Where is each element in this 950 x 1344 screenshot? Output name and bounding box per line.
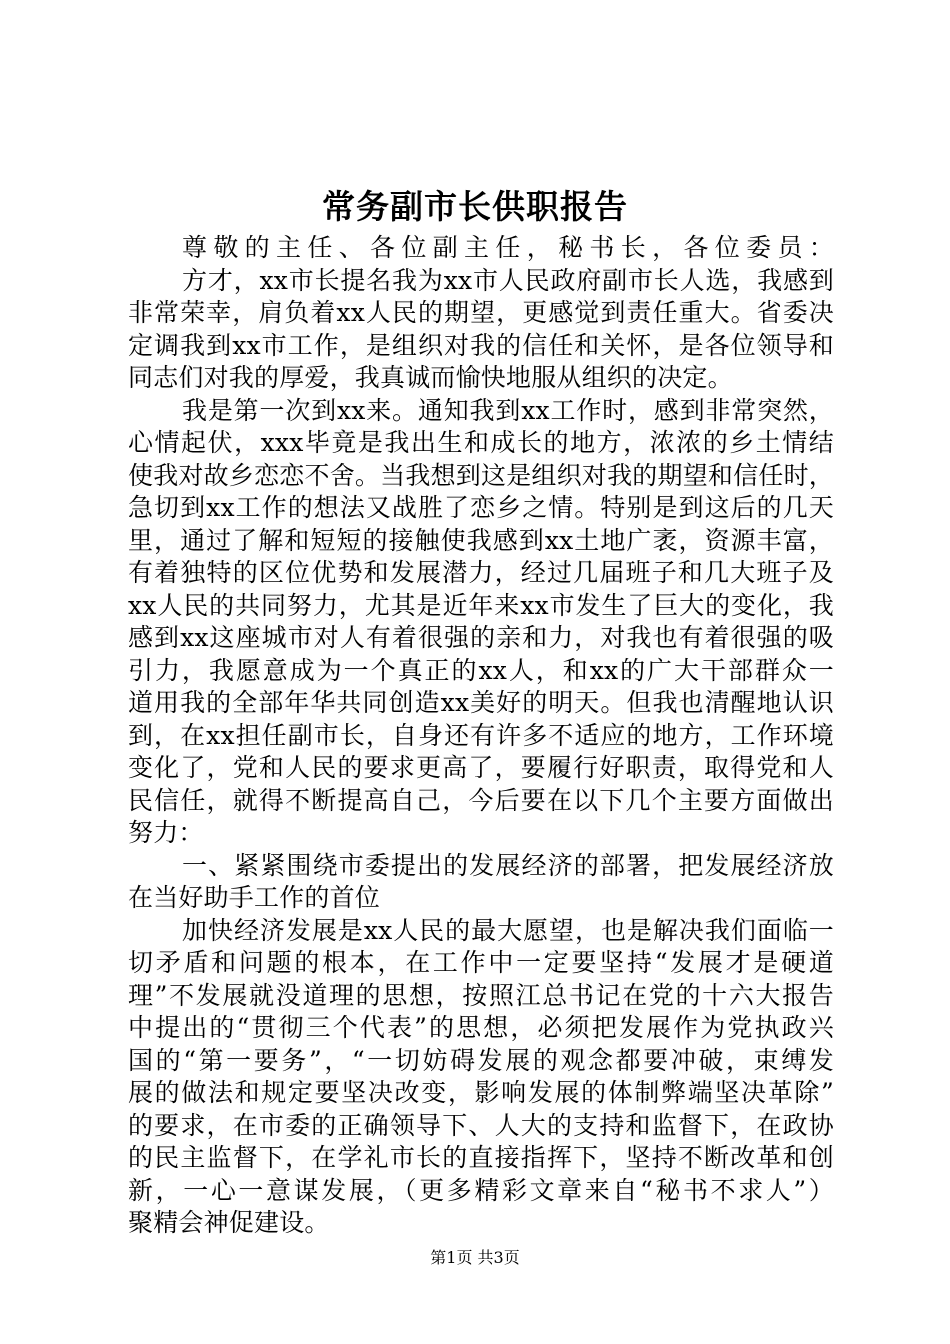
- text-line: 里，通过了解和短短的接触使我感到xx土地广袤，资源丰富，: [128, 525, 834, 555]
- text-line: 切矛盾和问题的根本，在工作中一定要坚持“发展才是硬道: [128, 948, 834, 977]
- document-title: 常务副市长供职报告: [322, 187, 628, 226]
- text-line: 尊敬的主任、各位副主任，秘书长，各位委员：: [182, 233, 834, 262]
- text-line: 感到xx这座城市对人有着很强的亲和力，对我也有着很强的吸: [128, 623, 834, 652]
- text-line: 民信任，就得不断提高自己，今后要在以下几个主要方面做出: [128, 785, 834, 815]
- text-line: 理”不发展就没道理的思想，按照江总书记在党的十六大报告: [128, 980, 834, 1010]
- text-line: 我是第一次到xx来。通知我到xx工作时，感到非常突然，: [182, 395, 834, 425]
- page-number: 第1页 共3页: [430, 1248, 520, 1267]
- text-line: 聚精会神促建设。: [128, 1208, 330, 1237]
- document-body: [128, 232, 834, 1240]
- text-line: 在当好助手工作的首位: [128, 883, 381, 912]
- text-line: xx人民的共同努力，尤其是近年来xx市发生了巨大的变化，我: [128, 590, 834, 620]
- text-line: 方才，xx市长提名我为xx市人民政府副市长人选，我感到: [182, 265, 834, 295]
- text-line: 急切到xx工作的想法又战胜了恋乡之情。特别是到这后的几天: [128, 493, 834, 522]
- text-line: 展的做法和规定要坚决改变，影响发展的体制弊端坚决革除”: [128, 1078, 834, 1107]
- text-line: 定调我到xx市工作，是组织对我的信任和关怀，是各位领导和: [128, 330, 834, 360]
- text-line: 国的“第一要务”，“一切妨碍发展的观念都要冲破，束缚发: [128, 1045, 834, 1075]
- text-line: 一、紧紧围绕市委提出的发展经济的部署，把发展经济放: [182, 850, 834, 880]
- text-line: 加快经济发展是xx人民的最大愿望，也是解决我们面临一: [182, 915, 834, 945]
- text-line: 变化了，党和人民的要求更高了，要履行好职责，取得党和人: [128, 753, 834, 782]
- text-line: 心情起伏，xxx毕竟是我出生和成长的地方，浓浓的乡土情结: [128, 428, 834, 457]
- text-line: 非常荣幸，肩负着xx人民的期望，更感觉到责任重大。省委决: [128, 298, 834, 327]
- text-line: 引力，我愿意成为一个真正的xx人，和xx的广大干部群众一: [128, 655, 834, 685]
- text-line: 道用我的全部年华共同创造xx美好的明天。但我也清醒地认识: [128, 688, 834, 717]
- text-line: 有着独特的区位优势和发展潜力，经过几届班子和几大班子及: [128, 558, 834, 587]
- text-line: 的要求，在市委的正确领导下、人大的支持和监督下，在政协: [128, 1110, 834, 1140]
- text-line: 使我对故乡恋恋不舍。当我想到这是组织对我的期望和信任时，: [128, 460, 834, 490]
- text-line: 努力：: [128, 818, 204, 847]
- text-line: 新，一心一意谋发展，（更多精彩文章来自“秘书不求人”）: [128, 1175, 834, 1205]
- text-line: 的民主监督下，在学礼市长的直接指挥下，坚持不断改革和创: [128, 1143, 834, 1172]
- text-line: 中提出的“贯彻三个代表”的思想，必须把发展作为党执政兴: [128, 1013, 834, 1042]
- text-line: 到，在xx担任副市长，自身还有许多不适应的地方，工作环境: [128, 720, 834, 750]
- text-line: 同志们对我的厚爱，我真诚而愉快地服从组织的决定。: [128, 363, 733, 392]
